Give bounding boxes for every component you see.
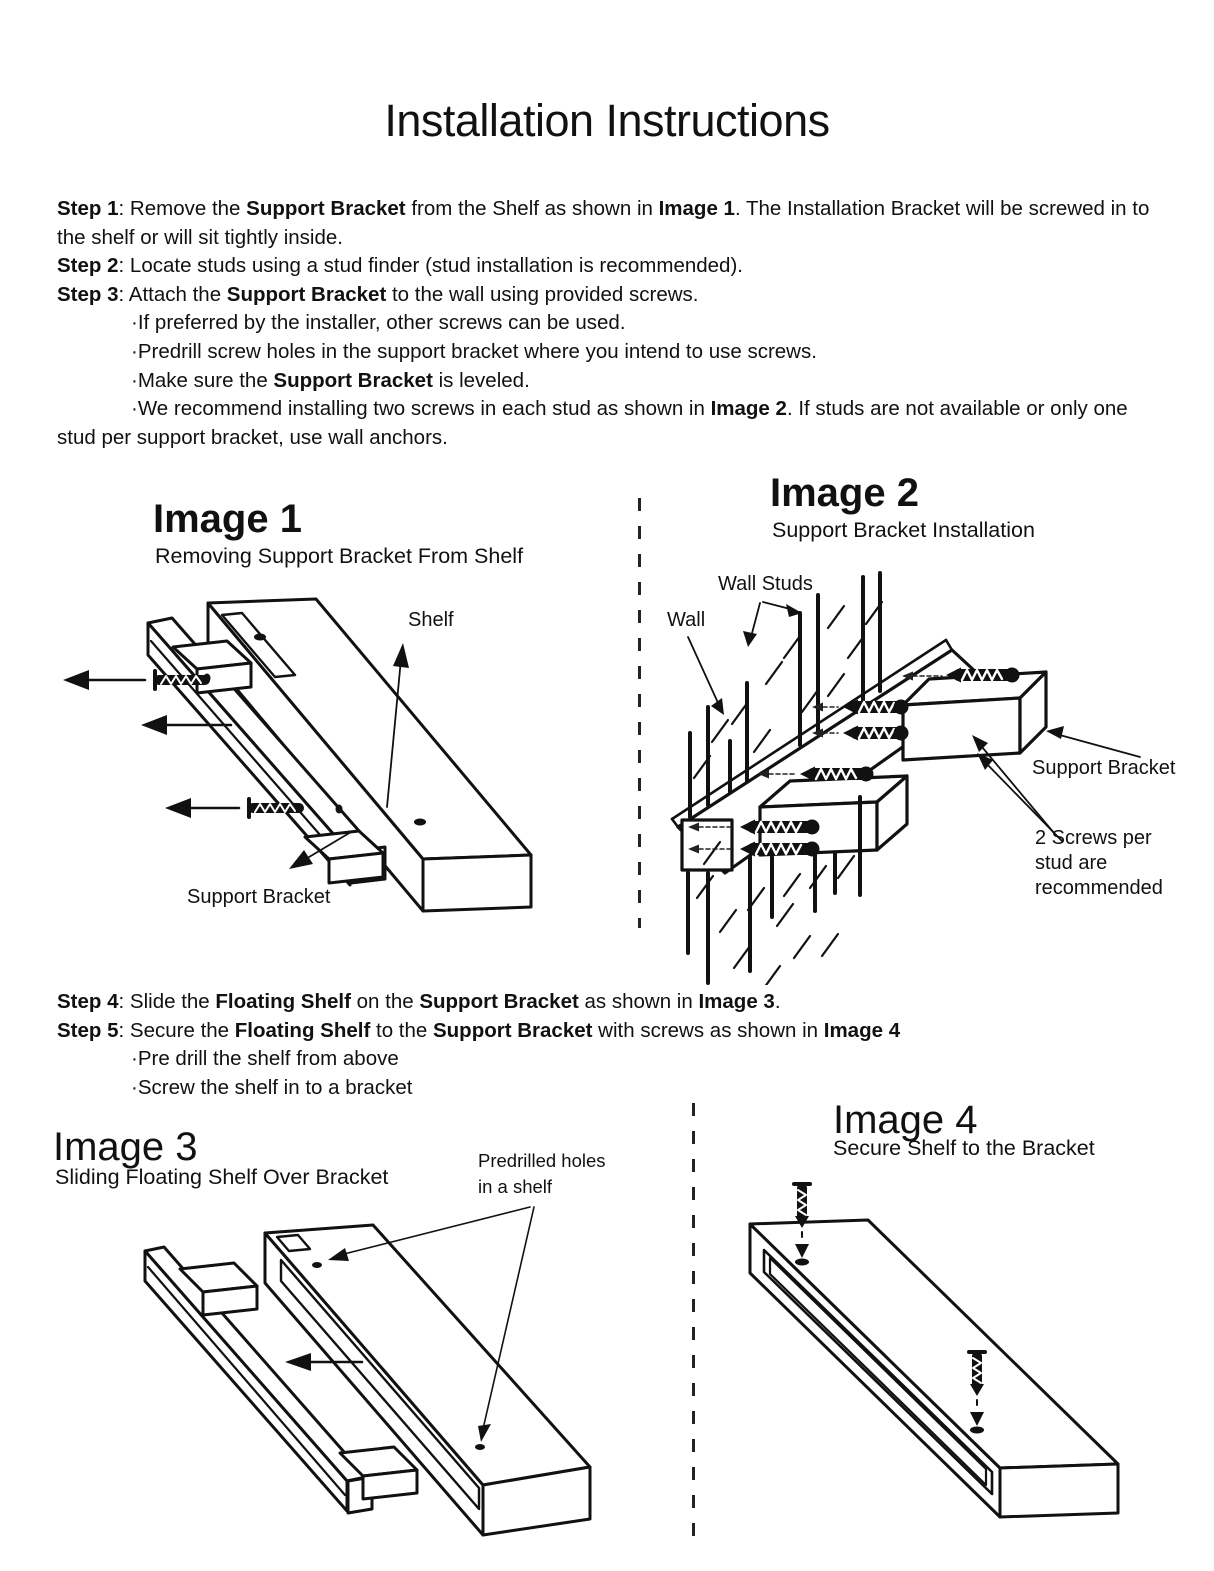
image1-diagram [55, 585, 635, 985]
step-3-bullet-3: ·Make sure the Support Bracket is leveled. [131, 368, 530, 392]
figure3-title: Image 3 [53, 1125, 198, 1169]
step-3-bullet-4: ·We recommend installing two screws in each stud as shown in Image 2. If studs are not available or only one stud per support bracket, use wall anchors. [57, 397, 1128, 449]
vertical-dashed-divider [692, 1103, 695, 1543]
bracket-block-drawing [903, 672, 1046, 760]
figures-row-2 [0, 1085, 1214, 1571]
step-3-bullet-1: ·If preferred by the installer, other screws can be used. [131, 311, 626, 335]
screw-icon [740, 820, 820, 835]
steps-block-1 [57, 195, 1162, 452]
shelf-label: Shelf [408, 609, 454, 631]
image4-diagram [740, 1172, 1210, 1571]
predrilled-holes-label: Predrilled holes in a shelf [478, 1150, 606, 1197]
step-3: Step 3: Attach the Support Bracket to the wall using provided screws. [57, 282, 699, 306]
predrilled-hole [312, 1262, 322, 1268]
screws-note-label: 2 Screws per stud are recommended [1035, 827, 1163, 899]
predrilled-hole [475, 1444, 485, 1450]
predrilled-hole [254, 634, 266, 641]
screw-icon [946, 668, 1020, 683]
figure3-caption: Sliding Floating Shelf Over Bracket [55, 1165, 389, 1189]
step-4: Step 4: Slide the Floating Shelf on the Support Bracket as shown in Image 3. [57, 990, 781, 1013]
figure4-title: Image 4 [833, 1098, 978, 1142]
wall-label: Wall [667, 609, 706, 631]
step-5: Step 5: Secure the Floating Shelf to the Support Bracket with screws as shown in Image 4 [57, 1018, 901, 1042]
step-2: Step 2: Locate studs using a stud finder (stud installation is recommended). [57, 254, 743, 278]
support-bracket-label: Support Bracket [1032, 757, 1176, 779]
figure2-title: Image 2 [770, 471, 919, 515]
predrilled-hole [414, 819, 426, 826]
screw-icon [740, 842, 820, 857]
page-title: Installation Instructions [384, 95, 830, 146]
figure1-caption: Removing Support Bracket From Shelf [155, 544, 524, 568]
step-5-bullet-2: ·Screw the shelf in to a bracket [131, 1075, 413, 1099]
support-bracket-label: Support Bracket [187, 886, 331, 908]
figures-row-1 [0, 460, 1214, 985]
step-5-bullet-1: ·Pre drill the shelf from above [131, 1047, 399, 1071]
vertical-dashed-divider [638, 498, 641, 928]
screw-icon [800, 767, 874, 782]
figure1-title: Image 1 [153, 497, 302, 541]
step-3-bullet-2: ·Predrill screw holes in the support bracket where you intend to use screws. [131, 339, 817, 363]
wall-studs-label: Wall Studs [718, 573, 813, 595]
image3-diagram [100, 1145, 700, 1545]
figure2-caption: Support Bracket Installation [772, 518, 1035, 542]
figure4-caption: Secure Shelf to the Bracket [833, 1136, 1095, 1160]
step-1: Step 1: Remove the Support Bracket from the Shelf as shown in Image 1. The Installation Bracket will be screwed in to the shelf or will sit tightly inside. [57, 197, 1150, 249]
floating-shelf-drawing [265, 1225, 590, 1535]
